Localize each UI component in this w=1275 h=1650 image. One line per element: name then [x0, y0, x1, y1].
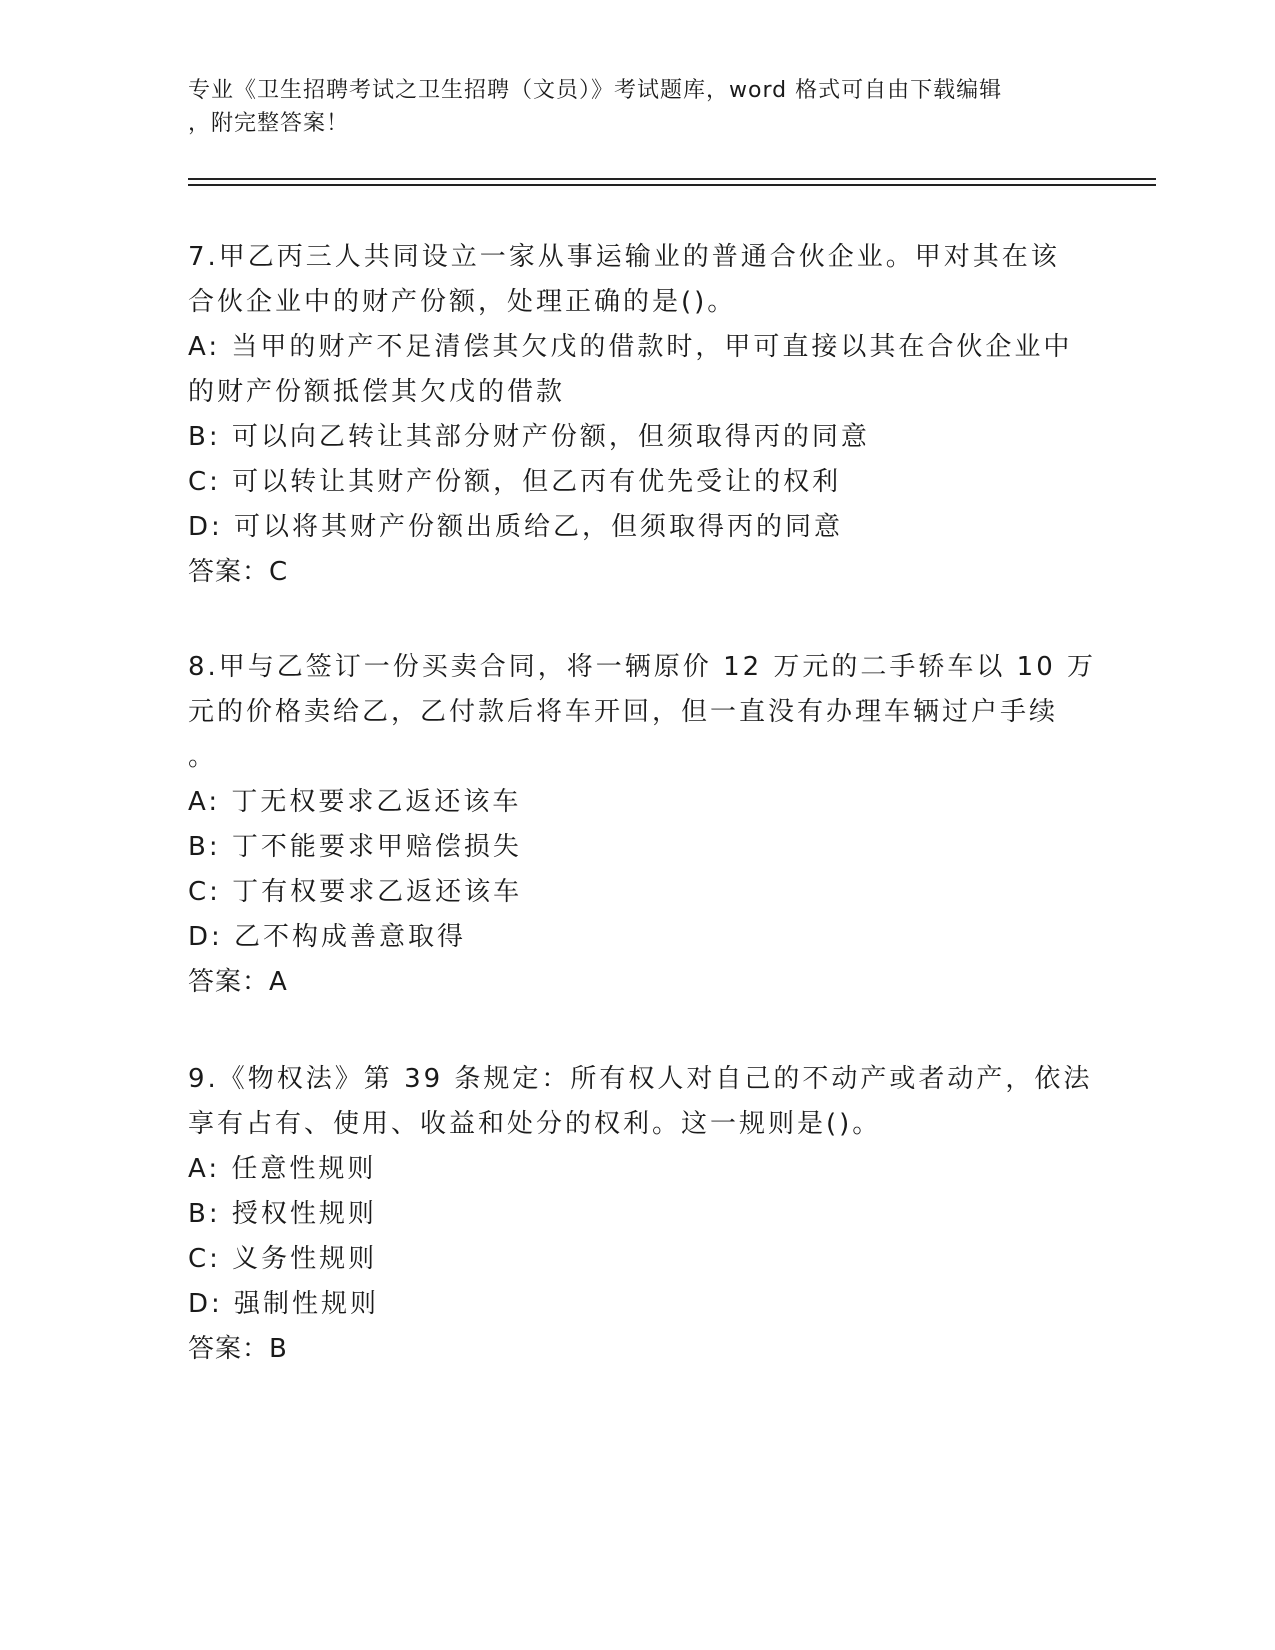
option-c: C: 义务性规则 [188, 1244, 378, 1274]
question-stem-line: 。 [188, 742, 218, 772]
question-stem-line: 8.甲与乙签订一份买卖合同，将一辆原价 12 万元的二手轿车以 10 万 [188, 652, 1097, 682]
question-9 [188, 1057, 1093, 1372]
header-line-2: ，附完整答案！ [188, 111, 350, 136]
header-line-1: 专业《卫生招聘考试之卫生招聘（文员）》考试题库，word 格式可自由下载编辑 [188, 78, 1003, 103]
option-c: C: 丁有权要求乙返还该车 [188, 877, 523, 907]
question-stem-line: 7.甲乙丙三人共同设立一家从事运输业的普通合伙企业。甲对其在该 [188, 242, 1060, 272]
answer-text: 答案：C [188, 557, 289, 587]
option-c: C: 可以转让其财产份额，但乙丙有优先受让的权利 [188, 467, 842, 497]
option-a-continued: 的财产份额抵偿其欠戊的借款 [188, 377, 566, 407]
header-divider-top [188, 178, 1156, 180]
question-stem-line: 元的价格卖给乙，乙付款后将车开回，但一直没有办理车辆过户手续 [188, 697, 1059, 727]
option-d: D: 可以将其财产份额出质给乙，但须取得丙的同意 [188, 512, 844, 542]
header-divider-bottom [188, 184, 1156, 186]
option-b: B: 丁不能要求甲赔偿损失 [188, 832, 522, 862]
option-a: A: 丁无权要求乙返还该车 [188, 787, 522, 817]
question-7 [188, 235, 1088, 595]
answer-text: 答案：B [188, 1334, 288, 1364]
option-a: A: 当甲的财产不足清偿其欠戊的借款时，甲可直接以其在合伙企业中 [188, 332, 1073, 362]
page-header [188, 74, 1088, 140]
question-stem-line: 9.《物权法》第 39 条规定：所有权人对自己的不动产或者动产，依法 [188, 1064, 1093, 1094]
answer-text: 答案：A [188, 967, 288, 997]
option-d: D: 乙不构成善意取得 [188, 922, 467, 952]
question-8 [188, 645, 1097, 1005]
option-a: A: 任意性规则 [188, 1154, 377, 1184]
option-b: B: 可以向乙转让其部分财产份额，但须取得丙的同意 [188, 422, 870, 452]
option-b: B: 授权性规则 [188, 1199, 377, 1229]
option-d: D: 强制性规则 [188, 1289, 380, 1319]
question-stem-line: 合伙企业中的财产份额，处理正确的是()。 [188, 287, 737, 317]
question-stem-line: 享有占有、使用、收益和处分的权利。这一规则是()。 [188, 1109, 882, 1139]
